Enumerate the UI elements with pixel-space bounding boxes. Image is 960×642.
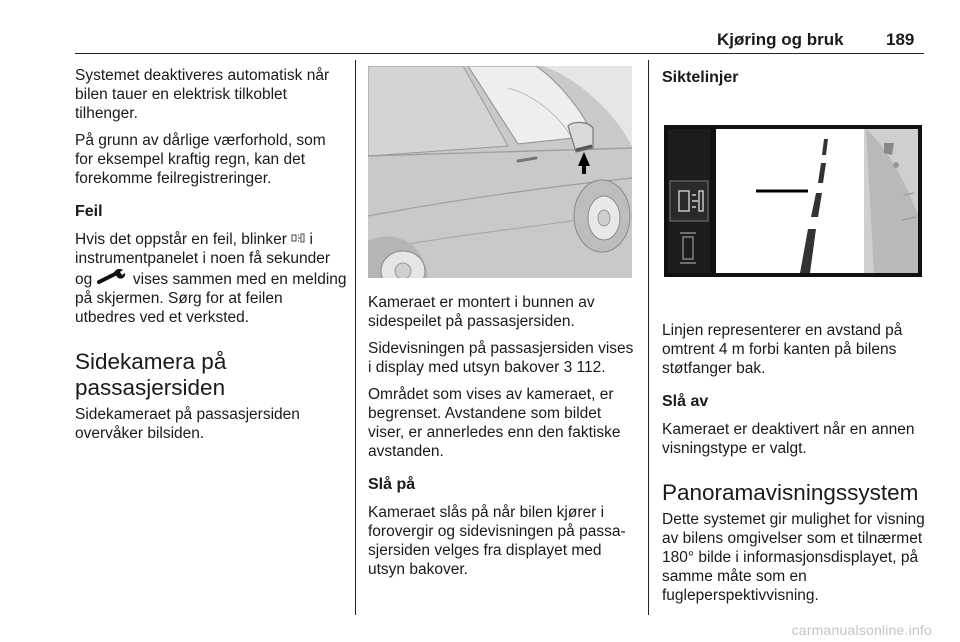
paragraph: Kameraet er montert i bunnen av sidespeilet på passasjersiden. — [368, 294, 595, 330]
page-number: 189 — [886, 30, 915, 49]
column-left — [75, 66, 347, 451]
paragraph: På grunn av dårlige værforhold, som for eksempel kraftig regn, kan det forekomme feilregistreringer. — [75, 132, 326, 187]
section-heading-feil: Feil — [75, 203, 103, 220]
watermark: carmanualsonline.info — [791, 622, 932, 638]
van-side-mirror-illustration — [368, 66, 632, 278]
header-title: Kjøring og bruk — [717, 30, 844, 49]
paragraph: Området som vises av kameraet, er begrenset. Avstandene som bildet viser, er annerledes enn den faktiske avstanden. — [368, 386, 621, 460]
section-heading-sidekamera: Sidekamera på passasjersiden — [75, 349, 227, 400]
paragraph-fault: Hvis det oppstår en feil, blinker i instrumentpanelet i noen få sekunder og vises sammen med en melding på skjermen. Sørg for at feilen utbedres ved et verksted. — [75, 231, 347, 326]
figure-spacer — [662, 96, 927, 321]
paragraph: Sidekameraet på passasjersiden overvåker bilsiden. — [75, 406, 300, 442]
section-heading-sla-pa: Slå på — [368, 476, 416, 493]
page-reference-arrow-icon: 3 — [563, 359, 573, 376]
column-divider — [648, 60, 649, 615]
column-right — [662, 66, 927, 613]
paragraph: Dette systemet gir mulighet for visning av bilens omgivelser som et tilnærmet 180° bilde i informasjonsdisplayet, på samme måte som en fugleperspektivvisning. — [662, 511, 925, 604]
column-middle — [368, 293, 640, 587]
paragraph-reference: Sidevisningen på passasjersiden vises i display med utsyn bakover 3 112. — [368, 340, 634, 376]
paragraph: Kameraet slås på når bilen kjører i forovergir og sidevisningen på passasjersiden velges fra displayet med utsyn bakover. — [368, 504, 626, 578]
side-sensor-warning-icon — [291, 232, 305, 244]
column-divider — [355, 60, 356, 615]
section-heading-sla-av: Slå av — [662, 393, 709, 410]
paragraph: Linjen representerer en avstand på omtrent 4 m forbi kanten på bilens støtfanger bak. — [662, 322, 903, 377]
section-heading-panorama: Panoramavisningssystem — [662, 480, 919, 505]
header-rule — [75, 53, 924, 54]
wrench-icon — [97, 268, 129, 284]
section-heading-siktelinjer: Siktelinjer — [662, 69, 739, 86]
paragraph: Kameraet er deaktivert når en annen visningstype er valgt. — [662, 421, 915, 457]
paragraph: Systemet deaktiveres automatisk når bilen tauer en elektrisk tilkoblet tilhenger. — [75, 67, 330, 122]
